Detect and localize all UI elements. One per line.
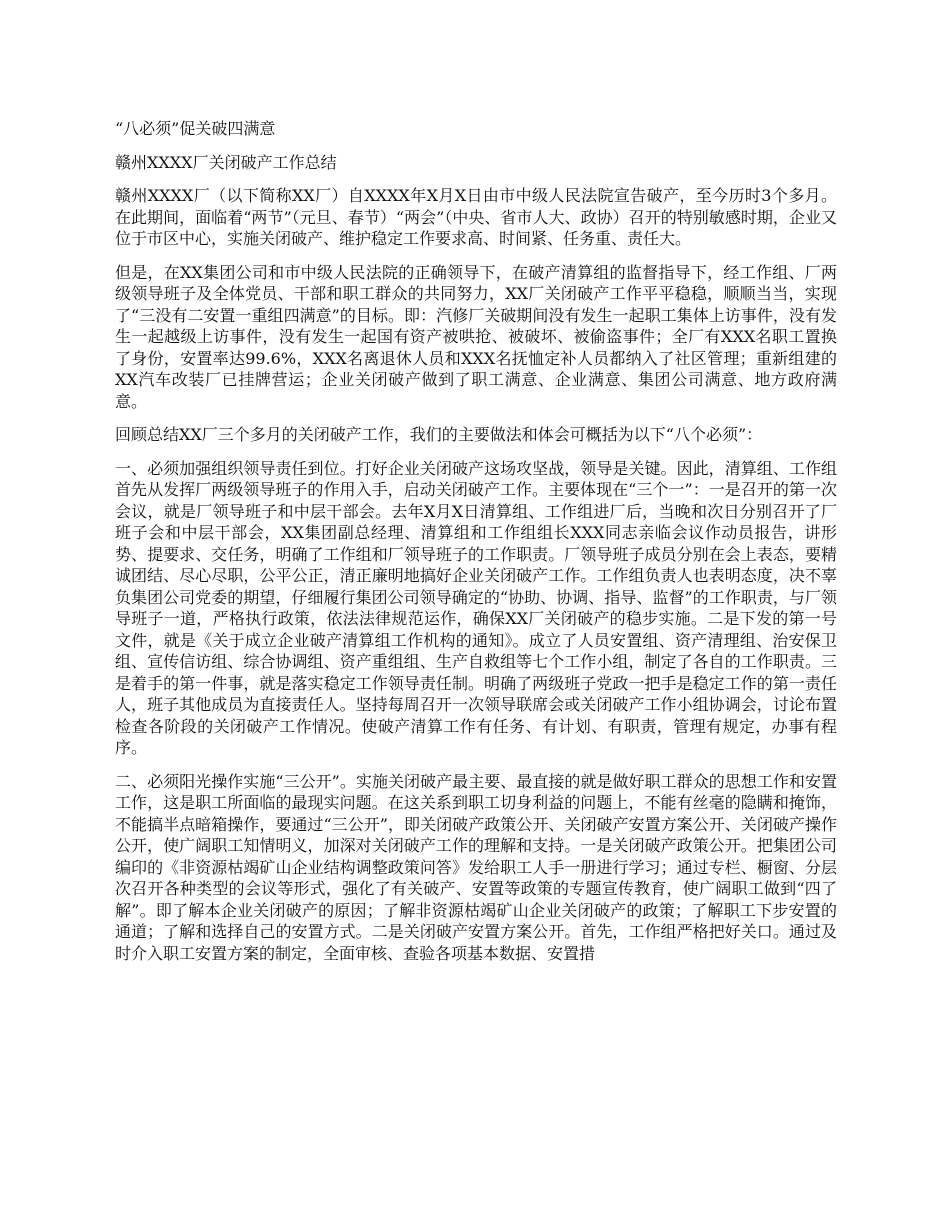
paragraph-intro: 赣州XXXX厂（以下简称XX厂）自XXXX年X月X日由市中级人民法院宣告破产，至今历时3个多月。在此期间，面临着“两节”（元旦、春节）“两会”（中央、省市人大、政协）召开的特别敏感时期，企业又位于市区中心，实施关闭破产、维护稳定工作要求高、时间紧、任务重、责任大。 <box>115 186 837 248</box>
document-subtitle: 赣州XXXX厂关闭破产工作总结 <box>115 152 337 172</box>
document-page <box>115 118 837 976</box>
paragraph-section-two: 二、必须阳光操作实施“三公开”。实施关闭破产最主要、最直接的就是做好职工群众的思想工作和安置工作，这是职工所面临的最现实问题。在这关系到职工切身利益的问题上，不能有丝毫的隐瞒和掩饰，不能搞半点暗箱操作，要通过“三公开”，即关闭破产政策公开、关闭破产安置方案公开、关闭破产操作公开，使广阔职工知情明义，加深对关闭破产工作的理解和支持。一是关闭破产政策公开。把集团公司编印的《非资源枯竭矿山企业结构调整政策问答》发给职工人手一册进行学习；通过专栏、橱窗、分层次召开各种类型的会议等形式，强化了有关破产、安置等政策的专题宣传教育，使广阔职工做到“四了解”。即了解本企业关闭破产的原因；了解非资源枯竭矿山企业关闭破产的政策；了解职工下步安置的通道；了解和选择自己的安置方式。二是关闭破产安置方案公开。首先，工作组严格把好关口。通过及时介入职工安置方案的制定，全面审核、查验各项基本数据、安置措 <box>115 771 837 963</box>
paragraph-summary: 回顾总结XX厂三个多月的关闭破产工作，我们的主要做法和体会可概括为以下“八个必须”： <box>115 425 763 444</box>
document-title: “八必须”促关破四满意 <box>115 119 276 138</box>
paragraph-achievements: 但是，在XX集团公司和市中级人民法院的正确领导下，在破产清算组的监督指导下，经工作组、厂两级领导班子及全体党员、干部和职工群众的共同努力，XX厂关闭破产工作平平稳稳，顺顺当当，实现了“三没有二安置一重组四满意”的目标。即：汽修厂关破期间没有发生一起职工集体上访事件，没有发生一起越级上访事件，没有发生一起国有资产被哄抢、被破坏、被偷盗事件；全厂有XXX名职工置换了身份，安置率达99.6%，XXX名离退休人员和XXX名抚恤定补人员都纳入了社区管理；重新组建的XX汽车改装厂已挂牌营运；企业关闭破产做到了职工满意、企业满意、集团公司满意、地方政府满意。 <box>115 262 837 411</box>
paragraph-section-one: 一、必须加强组织领导责任到位。打好企业关闭破产这场攻坚战，领导是关键。因此，清算组、工作组首先从发挥厂两级领导班子的作用入手，启动关闭破产工作。主要体现在“三个一”：一是召开的第一次会议，就是厂领导班子和中层干部会。去年X月X日清算组、工作组进厂后，当晚和次日分别召开了厂班子会和中层干部会，XX集团副总经理、清算组和工作组组长XXX同志亲临会议作动员报告，讲形势、提要求、交任务，明确了工作组和厂领导班子的工作职责。厂领导班子成员分别在会上表态，要精诚团结、尽心尽职，公平公正，清正廉明地搞好企业关闭破产工作。工作组负责人也表明态度，决不辜负集团公司党委的期望，仔细履行集团公司领导确定的“协助、协调、指导、监督”的工作职责，与厂领导班子一道，严格执行政策，依法法律规范运作，确保XX厂关闭破产的稳步实施。二是下发的第一号文件，就是《关于成立企业破产清算组工作机构的通知》。成立了人员安置组、资产清理组、治安保卫组、宣传信访组、综合协调组、资产重组组、生产自救组等七个工作小组，制定了各自的工作职责。三是着手的第一件事，就是落实稳定工作领导责任制。明确了两级班子党政一把手是稳定工作的第一责任人，班子其他成员为直接责任人。坚持每周召开一次领导联席会或关闭破产工作小组协调会，讨论布置检查各阶段的关闭破产工作情况。使破产清算工作有任务、有计划、有职责，管理有规定，办事有程序。 <box>115 458 837 757</box>
